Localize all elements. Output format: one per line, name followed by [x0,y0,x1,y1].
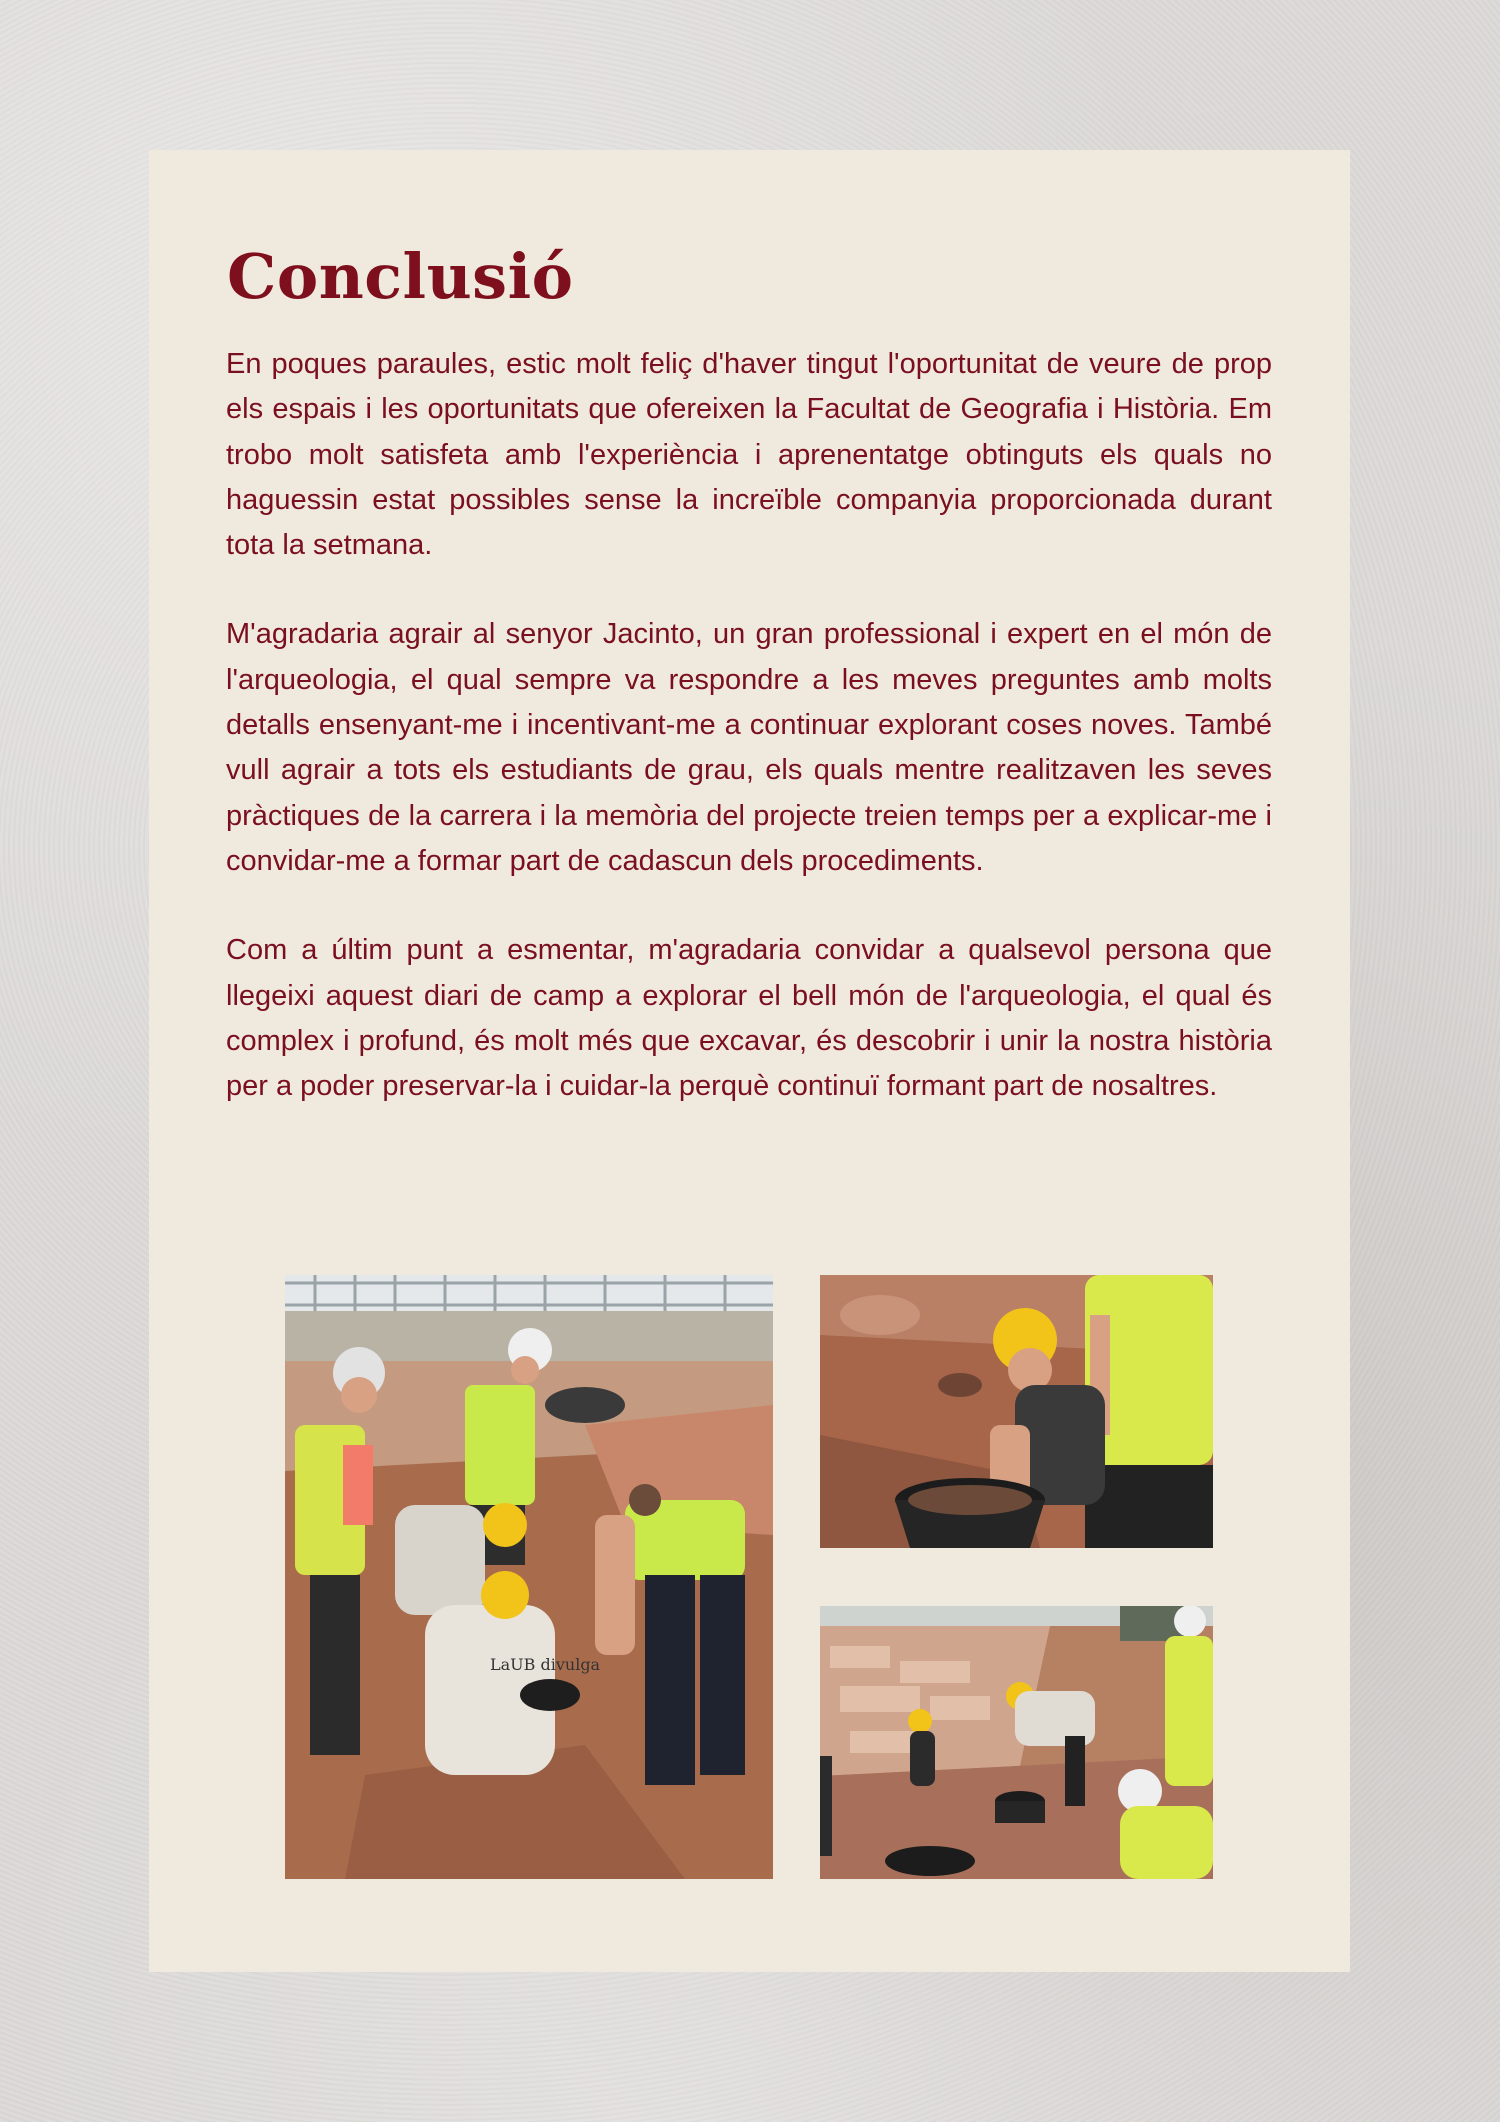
excavation-photo-group [285,1275,773,1879]
excavation-photo-bucket [820,1275,1213,1548]
content-panel [149,150,1350,1972]
paragraph-3: Com a últim punt a esmentar, m'agradaria convidar a qualsevol persona que llegeixi aquest diari de camp a explorar el bell món de l'arqueologia, el qual és complex i profund, és molt més que excavar, és descobrir i unir la nostra història per a poder preservar-la i cuidar-la perquè continuï formant part de nosaltres. [226,934,1272,1103]
conclusion-text [226,342,1272,1153]
paragraph-2: M'agradaria agrair al senyor Jacinto, un gran professional i expert en el món de l'arqueologia, el qual sempre va respondre a les meves preguntes amb molts detalls ensenyant-me i incentivant-me a continuar explorant coses noves. També vull agrair a tots els estudiants de grau, els quals mentre realitzaven les seves pràctiques de la carrera i la memòria del projecte treien temps per a explicar-me i convidar-me a formar part de cadascun dels procediments. [226,618,1272,877]
excavation-bucket-image [820,1275,1213,1548]
page-title: Conclusió [227,240,574,313]
paragraph-1: En poques paraules, estic molt feliç d'haver tingut l'oportunitat de veure de prop els espais i les oportunitats que ofereixen la Facultat de Geografia i Història. Em trobo molt satisfeta amb l'experiència i aprenentatge obtinguts els quals no haguessin estat possibles sense la increïble companyia proporcionada durant tota la setmana. [226,348,1272,562]
shirt-logo: LaUB divulga [490,1655,601,1674]
excavation-site-image [820,1606,1213,1879]
excavation-group-image [285,1275,773,1879]
excavation-photo-site [820,1606,1213,1879]
